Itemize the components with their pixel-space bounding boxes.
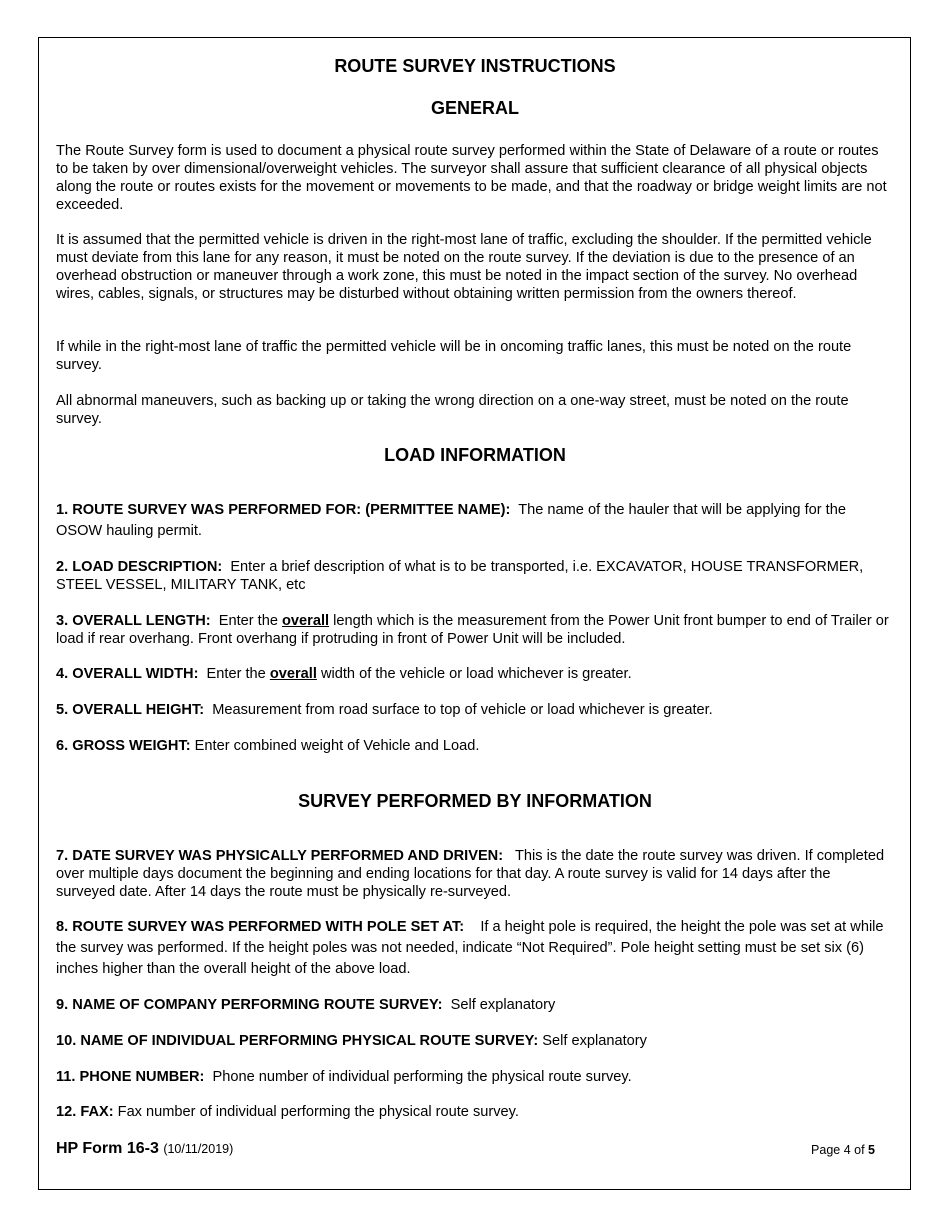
item-5-label: 5. OVERALL HEIGHT: — [56, 702, 205, 718]
item-2-text: Enter a brief description of what is to be transported, i.e. EXCAVATOR, HOUSE TRANSFORMER, STEEL VESSEL, MILITARY TANK, etc — [56, 559, 864, 593]
item-5-text: Measurement from road surface to top of vehicle or load whichever is greater. — [212, 702, 713, 718]
item-12-label: 12. FAX: — [56, 1104, 114, 1120]
item-3-emphasis: overall — [282, 613, 330, 629]
item-10 — [56, 1032, 891, 1050]
general-paragraph-2: It is assumed that the permitted vehicle is driven in the right-most lane of traffic, excluding the shoulder. If the permitted vehicle must deviate from this lane for any reason, it must be noted on the route survey. If the deviation is due to the presence of an overhead obstruction or maneuver through a work zone, this must be noted in the impact section of the survey. No overhead wires, cables, signals, or structures may be disturbed without obtaining written permission from the owners thereof. — [56, 232, 872, 302]
item-9-label: 9. NAME OF COMPANY PERFORMING ROUTE SURVEY: — [56, 997, 443, 1013]
page-number — [780, 1143, 875, 1157]
item-8-text: If a height pole is required, the height the pole was set at while the survey was performed. If the height poles was not needed, indicate “Not Required”. Pole height setting must be set six (6) inches higher than the overall height of the above load. — [56, 919, 884, 977]
item-1-label: 1. ROUTE SURVEY WAS PERFORMED FOR: (PERMITTEE NAME): — [56, 502, 511, 518]
section-heading-general: GENERAL — [430, 98, 519, 118]
general-paragraph-1: The Route Survey form is used to document a physical route survey performed within the State of Delaware of a route or routes to be taken by over dimensional/overweight vehicles. The surveyor shall assure that sufficient clearance of all physical objects along the route or routes exists for the movement or movements to be made, and that the roadway or bridge weight limits are not exceeded. — [56, 143, 887, 213]
item-4-emphasis: overall — [269, 666, 317, 682]
item-3-label: 3. OVERALL LENGTH: — [56, 613, 211, 629]
item-2 — [56, 558, 891, 594]
section-heading-survey-performed-by: SURVEY PERFORMED BY INFORMATION — [298, 791, 652, 811]
item-3 — [56, 612, 891, 648]
item-2-label: 2. LOAD DESCRIPTION: — [56, 559, 223, 575]
item-3-text: length which is the measurement from the Power Unit front bumper to end of Trailer or load if rear overhang. Front overhang if protruding in front of Power Unit will be included. — [56, 613, 889, 647]
item-7-label: 7. DATE SURVEY WAS PHYSICALLY PERFORMED AND DRIVEN: — [56, 848, 504, 864]
item-10-label: 10. NAME OF INDIVIDUAL PERFORMING PHYSICAL ROUTE SURVEY: — [56, 1033, 539, 1049]
form-number-label: HP Form 16-3 — [56, 1140, 159, 1157]
item-4 — [56, 665, 891, 683]
item-4-pre: Enter the — [206, 666, 266, 682]
item-10-text: Self explanatory — [542, 1033, 647, 1049]
form-number — [56, 1140, 233, 1158]
item-12-text: Fax number of individual performing the physical route survey. — [117, 1104, 519, 1120]
section-heading-load-information: LOAD INFORMATION — [384, 445, 566, 465]
item-6 — [56, 737, 891, 755]
item-6-text: Enter combined weight of Vehicle and Load. — [194, 738, 480, 754]
item-8-label: 8. ROUTE SURVEY WAS PERFORMED WITH POLE SET AT: — [56, 919, 465, 935]
item-11-label: 11. PHONE NUMBER: — [56, 1069, 205, 1085]
item-4-label: 4. OVERALL WIDTH: — [56, 666, 199, 682]
page-number-total: 5 — [868, 1143, 875, 1157]
item-9 — [56, 996, 891, 1014]
item-7 — [56, 847, 891, 901]
item-12 — [56, 1103, 891, 1121]
item-1 — [56, 500, 891, 542]
item-9-text: Self explanatory — [450, 997, 556, 1013]
item-4-text: width of the vehicle or load whichever is greater. — [320, 666, 632, 682]
item-11-text: Phone number of individual performing the physical route survey. — [212, 1069, 632, 1085]
item-1-text: The name of the hauler that will be applying for the OSOW hauling permit. — [56, 502, 846, 539]
page-title: ROUTE SURVEY INSTRUCTIONS — [334, 56, 616, 76]
form-revision-date: (10/11/2019) — [163, 1142, 234, 1156]
item-3-pre: Enter the — [218, 613, 278, 629]
item-5 — [56, 701, 891, 719]
general-paragraph-3: If while in the right-most lane of traffic the permitted vehicle will be in oncoming traffic lanes, this must be noted on the route survey. — [56, 339, 852, 373]
item-7-text: This is the date the route survey was driven. If completed over multiple days document the beginning and ending locations for that day. A route survey is valid for 14 days after the surveyed date. After 14 days the route must be physically re-surveyed. — [56, 848, 885, 900]
general-paragraph-4: All abnormal maneuvers, such as backing up or taking the wrong direction on a one-way street, must be noted on the route survey. — [56, 393, 849, 427]
item-11 — [56, 1068, 891, 1086]
item-8 — [56, 917, 891, 980]
page-number-prefix: Page 4 of — [811, 1143, 865, 1157]
item-6-label: 6. GROSS WEIGHT: — [56, 738, 191, 754]
